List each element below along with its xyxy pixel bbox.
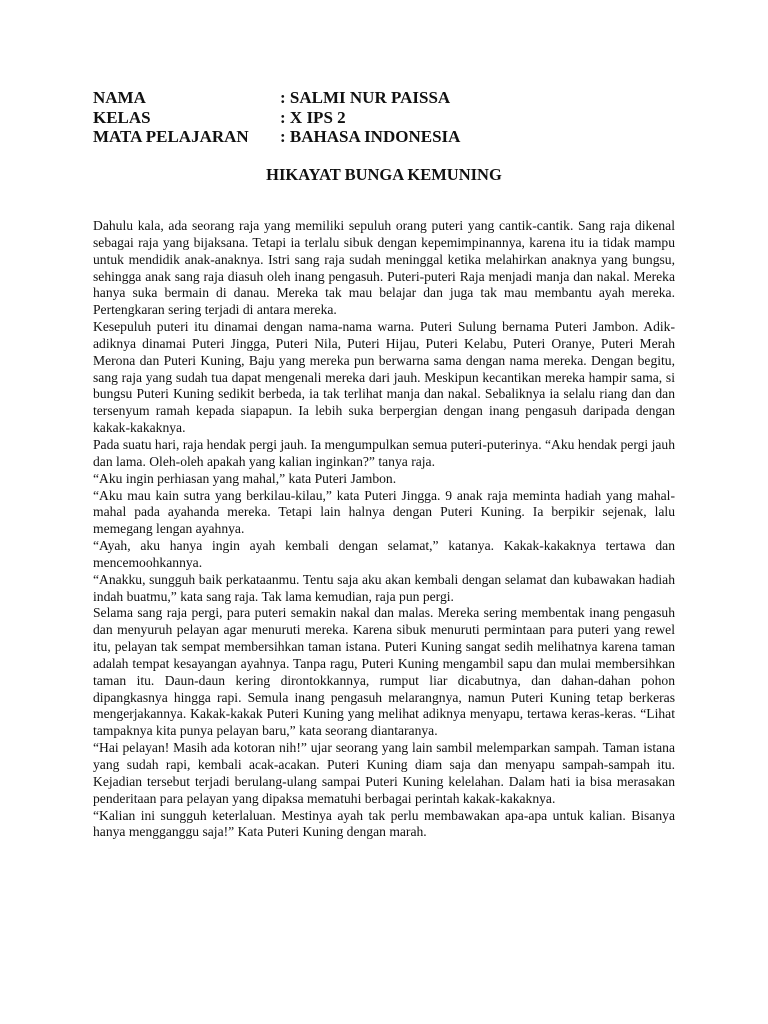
- header-value: : SALMI NUR PAISSA: [280, 88, 451, 107]
- header-row-kelas: [93, 108, 460, 128]
- header-value: : X IPS 2: [280, 107, 346, 127]
- paragraph: “Kalian ini sungguh keterlaluan. Mestinya ayah tak perlu membawakan apa-apa untuk kalian. Bisanya hanya mengganggu saja!” Kata Puteri Kuning dengan marah.: [93, 807, 675, 840]
- paragraph: “Anakku, sungguh baik perkataanmu. Tentu saja aku akan kembali dengan selamat dan kubawakan hadiah indah buatmu,” kata sang raja. Tak lama kemudian, raja pun pergi.: [93, 571, 675, 604]
- header-label: KELAS: [93, 107, 151, 127]
- paragraph: Selama sang raja pergi, para puteri semakin nakal dan malas. Mereka sering membentak inang pengasuh dan menyuruh pelayan agar menuruti mereka. Karena sibuk menuruti permintaan para puteri yang rewel itu, pelayan tak sempat membersihkan taman istana. Puteri Kuning sangat sedih melihatnya karena taman adalah tempat kesayangan ayahnya. Tanpa ragu, Puteri Kuning mengambil sapu dan mulai membersihkan taman itu. Daun-daun kering dirontokkannya, rumput liar dicabutnya, dan dahan-dahan pohon dipangkasnya hingga rapi. Semula inang pengasuh melarangnya, namun Puteri Kuning tetap berkeras mengerjakannya. Kakak-kakak Puteri Kuning yang melihat adiknya menyapu, tertawa keras-keras. “Lihat tampaknya kita punya pelayan baru,” kata seorang diantaranya.: [93, 605, 675, 739]
- header-row-nama: [93, 88, 460, 108]
- paragraph: “Aku mau kain sutra yang berkilau-kilau,” kata Puteri Jingga. 9 anak raja meminta hadiah yang mahal-mahal pada ayahanda mereka. Tetapi lain halnya dengan Puteri Kuning. Ia berpikir sejenak, lalu memegang lengan ayahnya.: [93, 487, 675, 537]
- document-title: HIKAYAT BUNGA KEMUNING: [266, 165, 502, 184]
- paragraph: Kesepuluh puteri itu dinamai dengan nama-nama warna. Puteri Sulung bernama Puteri Jambon. Adik-adiknya dinamai Puteri Jingga, Puteri Nila, Puteri Hijau, Puteri Kelabu, Puteri Oranye, Puteri Merah Merona dan Puteri Kuning, Baju yang mereka pun berwarna sama dengan nama mereka. Dengan begitu, sang raja yang sudah tua dapat mengenali mereka dari jauh. Meskipun kecantikan mereka hampir sama, si bungsu Puteri Kuning sedikit berbeda, ia tak terlihat manja dan nakal. Sebaliknya ia selalu riang dan dan tersenyum ramah kepada siapapun. Ia lebih suka berpergian dengan inang pengasuh daripada dengan kakak-kakaknya.: [93, 319, 675, 436]
- header-value: : BAHASA INDONESIA: [280, 127, 461, 146]
- header-label: NAMA: [93, 88, 146, 107]
- paragraph: “Hai pelayan! Masih ada kotoran nih!” ujar seorang yang lain sambil melemparkan sampah. Taman istana yang sudah rapi, kembali acak-acakan. Puteri Kuning diam saja dan menyapu sampah-sampah itu. Kejadian tersebut terjadi berulang-ulang sampai Puteri Kuning kelelahan. Dalam hati ia bisa merasakan penderitaan para pelayan yang dipaksa mematuhi berbagai perintah kakak-kakaknya.: [93, 740, 675, 806]
- paragraph: “Ayah, aku hanya ingin ayah kembali dengan selamat,” katanya. Kakak-kakaknya tertawa dan mencemoohkannya.: [93, 538, 675, 570]
- paragraph: Dahulu kala, ada seorang raja yang memiliki sepuluh orang puteri yang cantik-cantik. Sang raja dikenal sebagai raja yang bijaksana. Tetapi ia terlalu sibuk dengan kepemimpinannya, karena itu ia tidak mampu untuk mendidik anak-anaknya. Istri sang raja sudah meninggal ketika melahirkan anaknya yang bungsu, sehingga anak sang raja diasuh oleh inang pengasuh. Puteri-puteri Raja menjadi manja dan nakal. Mereka hanya suka bermain di danau. Mereka tak mau belajar dan juga tak mau membantu ayah mereka. Pertengkaran sering terjadi di antara mereka.: [93, 218, 675, 318]
- story-body: [93, 218, 675, 841]
- paragraph: “Aku ingin perhiasan yang mahal,” kata Puteri Jambon.: [93, 470, 397, 486]
- paragraph: Pada suatu hari, raja hendak pergi jauh. Ia mengumpulkan semua puteri-puterinya. “Aku hendak pergi jauh dan lama. Oleh-oleh apakah yang kalian inginkan?” tanya raja.: [93, 436, 675, 469]
- header-row-mata-pelajaran: [93, 127, 460, 147]
- header-label: MATA PELAJARAN: [93, 127, 249, 146]
- identity-header: [93, 88, 460, 147]
